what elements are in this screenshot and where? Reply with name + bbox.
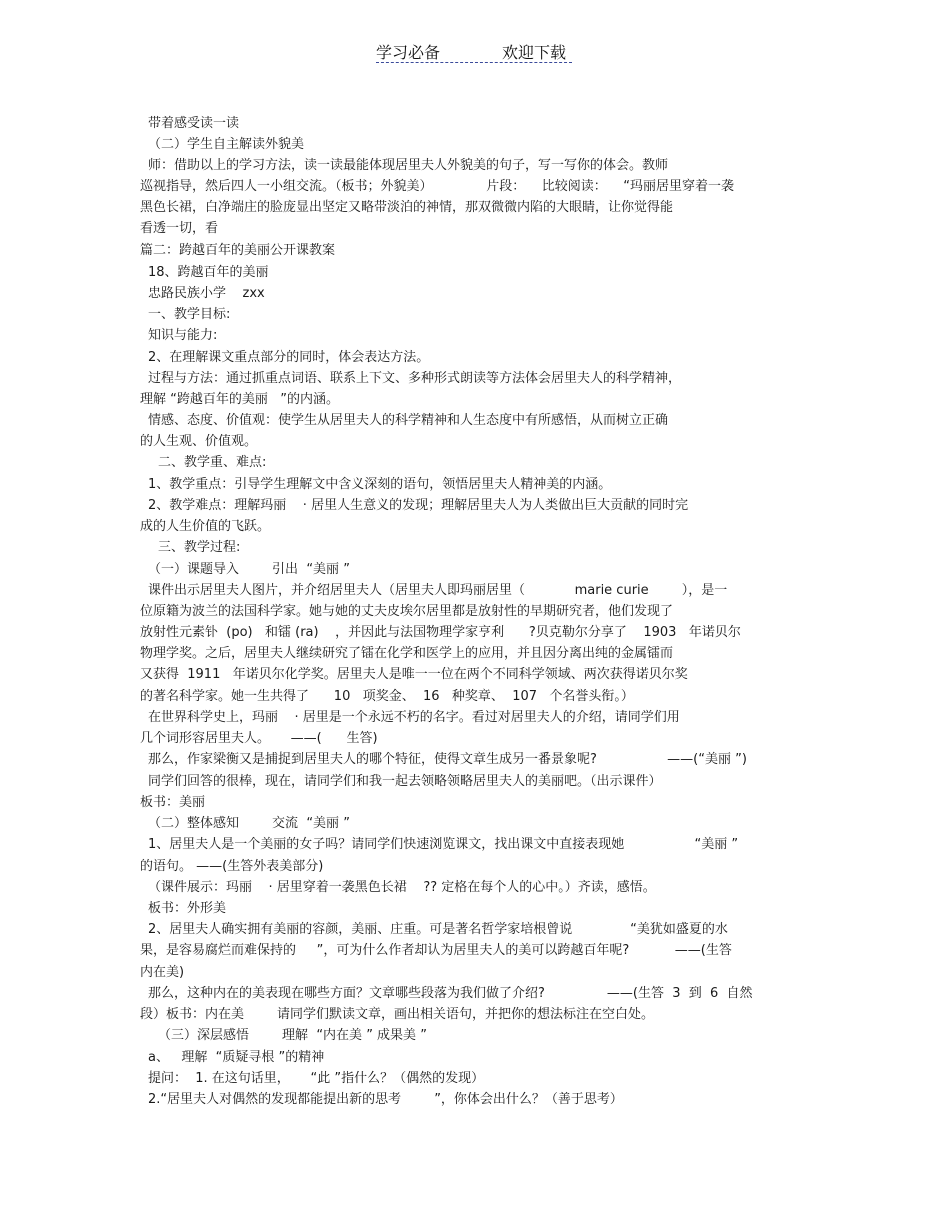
- text-line: 板书：美丽: [140, 795, 206, 810]
- text-line: 的著名科学家。她一生共得了 10 项奖金、 16 种奖章、 107 个名誉头衔。）: [140, 689, 634, 704]
- text-line: 三、教学过程:: [158, 540, 241, 555]
- text-line: （一）课题导入 引出 “美丽 ”: [148, 562, 350, 577]
- text-line: 放射性元素钋 (po) 和镭 (ra) ，并因此与法国物理学家亨利 ?贝克勒尔分享了 1903 年诺贝尔: [140, 625, 741, 640]
- text-line: 带着感受读一读: [148, 116, 240, 131]
- text-line: 段）板书：内在美 请同学们默读文章，画出相关语句，并把你的想法标注在空白处。: [140, 1007, 655, 1022]
- text-line: 的语句。 ——(生答外表美部分): [140, 859, 324, 874]
- text-line: 1、居里夫人是一个美丽的女子吗？请同学们快速浏览课文，找出课文中直接表现她 “美丽 ”: [148, 837, 739, 852]
- page-header: [376, 40, 572, 63]
- text-line: 课件出示居里夫人图片，并介绍居里夫人（居里夫人即玛丽居里（ marie curie ），是一: [148, 583, 728, 598]
- text-line: 同学们回答的很棒，现在，请同学们和我一起去领略领略居里夫人的美丽吧。（出示课件）: [148, 774, 662, 789]
- text-line: 2.“居里夫人对偶然的发现都能提出新的思考 ”，你体会出什么？（善于思考）: [148, 1092, 623, 1107]
- text-line: （课件展示：玛丽 · 居里穿着一袭黑色长裙 ?? 定格在每个人的心中。）齐读，感悟。: [148, 880, 656, 895]
- text-line: 板书：外形美: [148, 901, 227, 916]
- text-line: 知识与能力:: [148, 328, 218, 343]
- text-line: 18、跨越百年的美丽: [148, 265, 269, 280]
- text-line: 在世界科学史上，玛丽 · 居里是一个永远不朽的名字。看过对居里夫人的介绍，请同学们用: [148, 710, 680, 725]
- text-line: 看透一切，看: [140, 221, 219, 236]
- text-line: 情感、态度、价值观：使学生从居里夫人的科学精神和人生态度中有所感悟，从而树立正确: [148, 413, 669, 428]
- text-line: 那么，作家梁衡又是捕捉到居里夫人的哪个特征，使得文章生成另一番景象呢? ——(“美丽 ”): [148, 752, 747, 767]
- text-line: 提问： 1. 在这句话里， “此 ”指什么？（偶然的发现）: [148, 1071, 485, 1086]
- text-line: 2、教学难点：理解玛丽 · 居里人生意义的发现；理解居里夫人为人类做出巨大贡献的同时完: [148, 498, 689, 513]
- text-line: 1、教学重点：引导学生理解文中含义深刻的语句，领悟居里夫人精神美的内涵。: [148, 477, 612, 492]
- text-line: 理解 “跨越百年的美丽 ”的内涵。: [140, 392, 339, 407]
- text-line: 二、教学重、难点:: [158, 455, 267, 470]
- text-line: 篇二：跨越百年的美丽公开课教案: [140, 243, 336, 258]
- text-line: 过程与方法：通过抓重点词语、联系上下文、多种形式朗读等方法体会居里夫人的科学精神，: [148, 371, 682, 386]
- text-line: 一、教学目标:: [148, 307, 231, 322]
- text-line: 成的人生价值的飞跃。: [140, 519, 271, 534]
- text-line: 位原籍为波兰的法国科学家。她与她的丈夫皮埃尔居里都是放射性的早期研究者，他们发现了: [140, 604, 674, 619]
- text-line: 那么，这种内在的美表现在哪些方面？文章哪些段落为我们做了介绍? ——(生答 3 到 6 自然: [148, 986, 753, 1001]
- text-line: （三）深层感悟 理解 “内在美 ” 成果美 ”: [158, 1028, 427, 1043]
- header-right-text: 欢迎下载: [502, 43, 567, 62]
- text-line: （二）学生自主解读外貌美: [148, 137, 305, 152]
- text-line: 黑色长裙，白净端庄的脸庞显出坚定又略带淡泊的神情，那双微微内陷的大眼睛，让你觉得能: [140, 200, 674, 215]
- text-line: 2、居里夫人确实拥有美丽的容颜，美丽、庄重。可是著名哲学家培根曾说 “美犹如盛夏的水: [148, 922, 728, 937]
- text-line: 2、在理解课文重点部分的同时，体会表达方法。: [148, 350, 430, 365]
- text-line: 的人生观、价值观。: [140, 434, 258, 449]
- header-left-text: 学习必备: [376, 43, 441, 62]
- text-line: 巡视指导，然后四人一小组交流。（板书；外貌美） 片段： 比较阅读： “玛丽居里穿着一袭: [140, 179, 735, 194]
- text-line: 师：借助以上的学习方法，读一读最能体现居里夫人外貌美的句子，写一写你的体会。教师: [148, 158, 669, 173]
- text-line: 内在美): [140, 965, 185, 980]
- text-line: 又获得 1911 年诺贝尔化学奖。居里夫人是唯一一位在两个不同科学领域、两次获得诺贝尔奖: [140, 667, 688, 682]
- text-line: a、 理解 “质疑寻根 ”的精神: [148, 1050, 325, 1065]
- text-line: 几个词形容居里夫人。 ——( 生答): [140, 731, 378, 746]
- text-line: 果，是容易腐烂而难保持的 ”，可为什么作者却认为居里夫人的美可以跨越百年呢? ——(生答: [140, 943, 732, 958]
- text-line: 物理学奖。之后，居里夫人继续研究了镭在化学和医学上的应用，并且因分离出纯的金属镭而: [140, 646, 674, 661]
- text-line: （二）整体感知 交流 “美丽 ”: [148, 816, 350, 831]
- text-line: 忠路民族小学 zxx: [148, 286, 265, 301]
